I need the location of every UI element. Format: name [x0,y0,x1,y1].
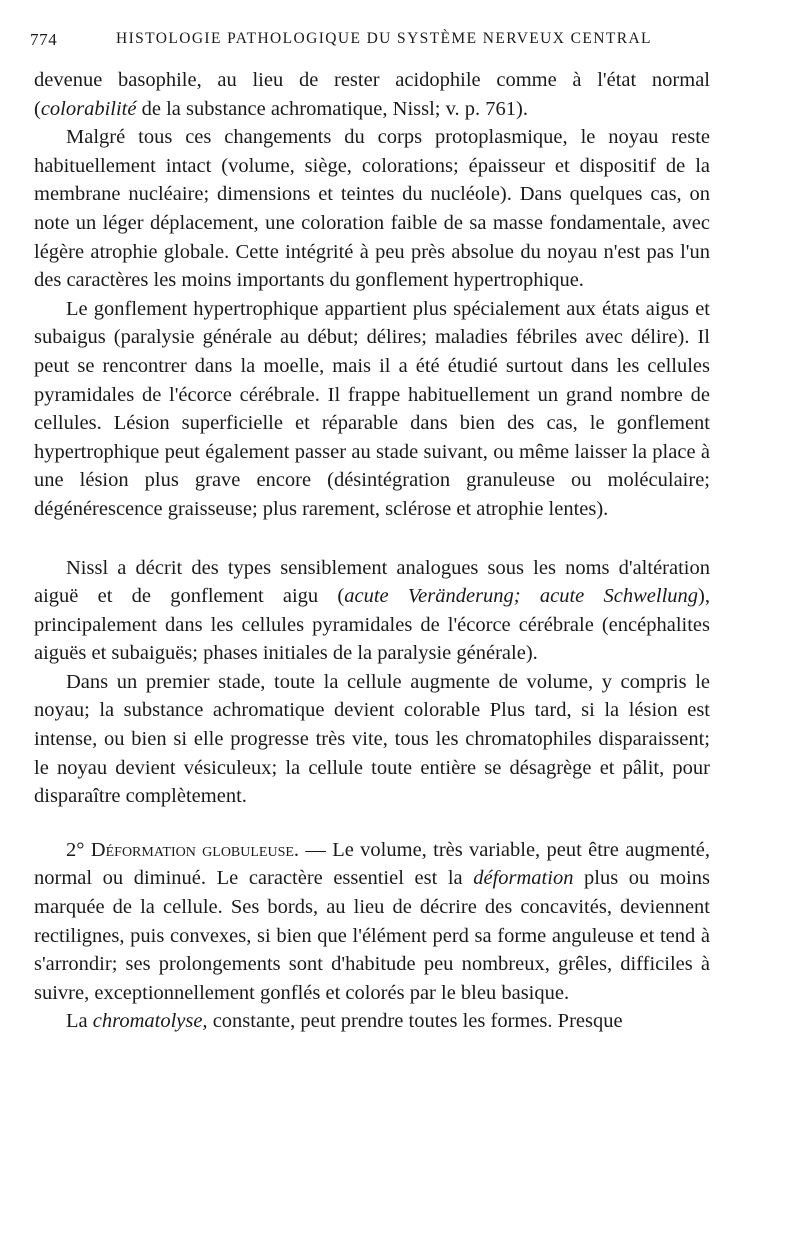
paragraph-3: Le gonflement hypertrophique appartient plus spécialement aux états aigus et subaigus (paralysie générale au début; délires; maladies fébriles avec délire). Il peut se rencontrer dans la moelle, mais il a été étudié surtout dans les cellules pyramidales de l'écorce cérébrale. Il frappe habituellement un grand nombre de cellules. Lésion superficielle et réparable dans bien des cas, le gonflement hypertrophique peut également passer au stade suivant, ou même laisser la place à une lésion plus grave encore (désintégration granuleuse ou moléculaire; dégénérescence graisseuse; plus rarement, sclérose et atrophie lentes). [34,297,710,520]
paragraph-1-italic: colorabilité [40,97,137,120]
section-text-b: plus ou moins marquée de la cellule. Ses bords, au lieu de décrire des concavités, deviennent rectilignes, puis convexes, si bien que l'élément perd sa forme anguleuse et tend à s'arrondir; ses prolongements sont d'habitude peu nombreux, grêles, difficiles à suivre, exceptionnellement gonflés et colorés par le bleu basique. [34,867,710,1004]
paragraph-7-italic: chromatolyse, [92,1010,208,1033]
section-number: 2° [66,838,85,861]
paragraph-4-text-a: Nissl a décrit des types sensiblement analogues sous les noms d'altération aiguë et de gonflement aigu ( [34,556,710,608]
body-text [34,66,710,1036]
section-paragraph-2 [34,836,710,1008]
page-number: 774 [30,30,58,49]
section-italic: déformation [473,867,574,890]
page-header [30,30,760,58]
paragraph-4-italic: acute Veränderung; acute Schwellung [344,585,699,608]
paragraph-1-text-a: devenue basophile, au lieu de rester acidophile comme à l'état normal ( [34,69,710,120]
paragraph-1-text-b: de la substance achromatique, Nissl; v. p. 761). [136,97,528,120]
paragraph-7-text-b: constante, peut prendre toutes les formes. Presque [207,1010,623,1033]
section-heading: Déformation globuleuse. [90,838,300,861]
paragraph-2: Malgré tous ces changements du corps protoplasmique, le noyau reste habituellement intact (volume, siège, colorations; épaisseur et dispositif de la membrane nucléaire; dimensions et teintes du nucléole). Dans quelques cas, on note un léger déplacement, une coloration faible de sa masse fondamentale, avec légère atrophie globale. Cette intégrité à peu près absolue du noyau n'est pas l'un des caractères les moins importants du gonflement hypertrophique. [34,126,710,292]
paragraph-4 [34,554,710,668]
paragraph-4-text-b: ), principalement dans les cellules pyramidales de l'écorce cérébrale (encéphalites aiguës et subaiguës; phases initiales de la paralysie générale). [34,585,710,665]
paragraph-1 [34,66,710,123]
paragraph-7 [34,1007,710,1036]
running-title: HISTOLOGIE PATHOLOGIQUE DU SYSTÈME NERVEUX CENTRAL [116,30,652,47]
paragraph-5: Dans un premier stade, toute la cellule augmente de volume, y compris le noyau; la substance achromatique devient colorable Plus tard, si la lésion est intense, ou bien si elle progresse très vite, tous les chromatophiles disparaissent; le noyau devient vésiculeux; la cellule toute entière se désagrège et pâlit, pour disparaître complètement. [34,670,710,808]
paragraph-7-text-a: La [66,1010,93,1033]
section-text-a: — Le volume, très variable, peut être augmenté, normal ou diminué. Le caractère essentiel est la [34,838,711,890]
